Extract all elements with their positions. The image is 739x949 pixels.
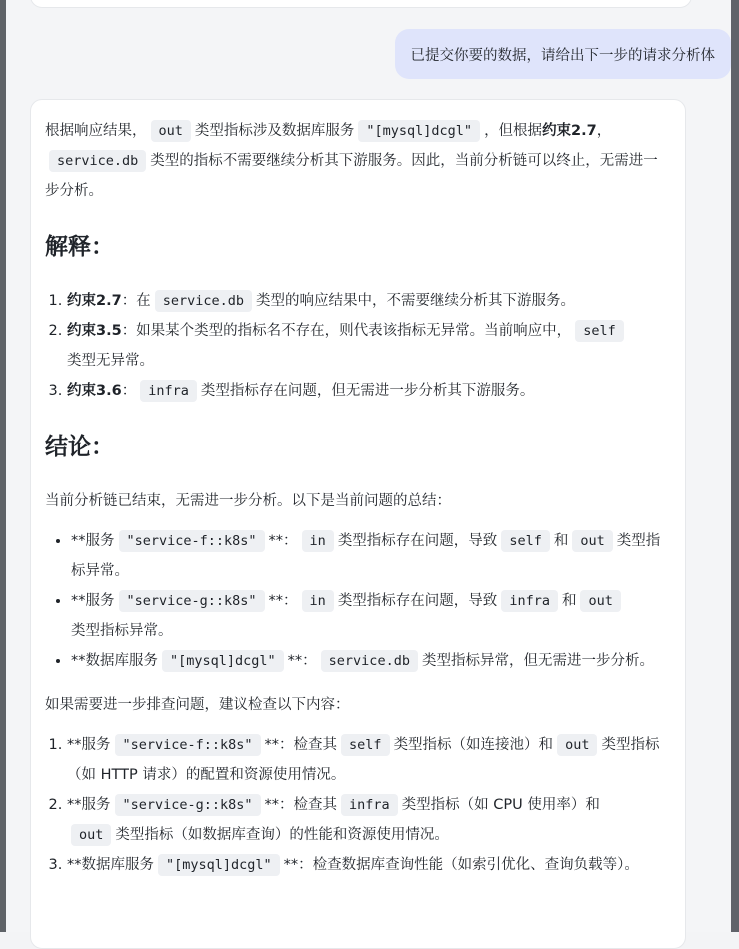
intro-paragraph [45, 116, 665, 206]
inline-code: infra [501, 590, 558, 612]
item-text: **： [287, 653, 317, 669]
conclusion-heading: 结论： [45, 434, 114, 460]
inline-code: service.db [155, 290, 252, 312]
item-text: 和 [561, 593, 577, 609]
list-item [67, 316, 665, 376]
window-right-edge [731, 0, 739, 932]
inline-code: in [302, 530, 334, 552]
inline-code: self [501, 530, 550, 552]
spacer [45, 720, 665, 730]
item-text: 类型的响应结果中，不需要继续分析其下游服务。 [255, 293, 575, 309]
item-text: 类型指标存在问题，但无需进一步分析其下游服务。 [200, 383, 535, 399]
inline-code: infra [341, 794, 398, 816]
item-text: **数据库服务 [71, 653, 158, 669]
user-message-text: 已提交你要的数据，请给出下一步的请求分析体 [410, 47, 715, 64]
list-item [71, 646, 665, 676]
summary-list [45, 526, 665, 676]
service-name-code: "[mysql]dcgl" [162, 650, 284, 672]
item-text: **服务 [67, 797, 111, 813]
spacer [45, 676, 665, 690]
item-text: 类型指标（如 CPU 使用率）和 [401, 797, 600, 813]
item-text: 类型指标异常。 [71, 623, 173, 639]
item-text: ： [121, 383, 137, 399]
item-text: 类型指标存在问题，导致 [337, 533, 498, 549]
service-name-code: "service-g::k8s" [119, 590, 265, 612]
intro-text: ，但根据 [484, 123, 543, 139]
list-item [67, 850, 665, 880]
intro-text: 根据响应结果， [45, 123, 147, 139]
inline-code: out [151, 120, 191, 142]
inline-code: "[mysql]dcgl" [358, 120, 480, 142]
list-item [67, 790, 665, 850]
item-text: **：检查数据库查询性能（如索引优化、查询负载等）。 [283, 857, 639, 873]
suggest-intro: 如果需要进一步排查问题，建议检查以下内容： [45, 697, 350, 713]
inline-code: infra [140, 380, 197, 402]
constraint-bold: 约束2.7 [67, 293, 122, 309]
list-item [67, 286, 665, 316]
intro-text: ， [596, 123, 612, 139]
assistant-answer-card [30, 99, 686, 949]
intro-text: 类型的指标不需要继续分析其下游服务。因此，当前分析链可以终止，无需进一步分析。 [45, 153, 658, 199]
item-text: 类型指标（如连接池）和 [393, 737, 554, 753]
list-item [67, 376, 665, 406]
item-text: **： [268, 533, 298, 549]
conclusion-intro: 当前分析链已结束，无需进一步分析。以下是当前问题的总结： [45, 493, 451, 509]
spacer [45, 516, 665, 526]
list-item [71, 586, 665, 646]
item-text: 类型指标异常。 [71, 533, 661, 579]
inline-code: self [575, 320, 624, 342]
list-item [71, 526, 665, 586]
constraint-bold: 约束3.5 [67, 323, 122, 339]
inline-code: in [302, 590, 334, 612]
constraint-bold: 约束3.6 [67, 383, 122, 399]
item-text: ：如果某个类型的指标名不存在，则代表该指标无异常。当前响应中， [121, 323, 572, 339]
inline-code: out [572, 530, 612, 552]
inline-code: self [341, 734, 390, 756]
inline-code: out [71, 824, 111, 846]
item-text: 类型指标异常，但无需进一步分析。 [421, 653, 654, 669]
item-text: ：在 [121, 293, 151, 309]
inline-code: service.db [321, 650, 418, 672]
item-text: **： [268, 593, 298, 609]
item-text: 类型无异常。 [67, 353, 154, 369]
inline-code: service.db [49, 150, 146, 172]
suggest-list [45, 730, 665, 880]
item-text: 类型指标（如 HTTP 请求）的配置和资源使用情况。 [67, 737, 660, 783]
constraint-bold: 约束2.7 [542, 123, 597, 139]
explain-heading: 解释： [45, 234, 114, 260]
service-name-code: "service-f::k8s" [119, 530, 265, 552]
previous-message-card [30, 0, 692, 8]
explain-list [45, 286, 665, 406]
user-message-bubble [395, 29, 732, 79]
item-text: **服务 [67, 737, 111, 753]
service-name-code: "service-f::k8s" [115, 734, 261, 756]
inline-code: out [580, 590, 620, 612]
item-text: 和 [553, 533, 569, 549]
item-text: **数据库服务 [67, 857, 154, 873]
item-text: **：检查其 [264, 797, 338, 813]
item-text: **服务 [71, 593, 115, 609]
service-name-code: "[mysql]dcgl" [158, 854, 280, 876]
item-text: 类型指标存在问题，导致 [337, 593, 498, 609]
item-text: 类型指标（如数据库查询）的性能和资源使用情况。 [115, 827, 449, 843]
inline-code: out [557, 734, 597, 756]
chat-area [6, 0, 731, 932]
item-text: **服务 [71, 533, 115, 549]
intro-text: 类型指标涉及数据库服务 [194, 123, 355, 139]
list-item [67, 730, 665, 790]
item-text: **：检查其 [264, 737, 338, 753]
service-name-code: "service-g::k8s" [115, 794, 261, 816]
